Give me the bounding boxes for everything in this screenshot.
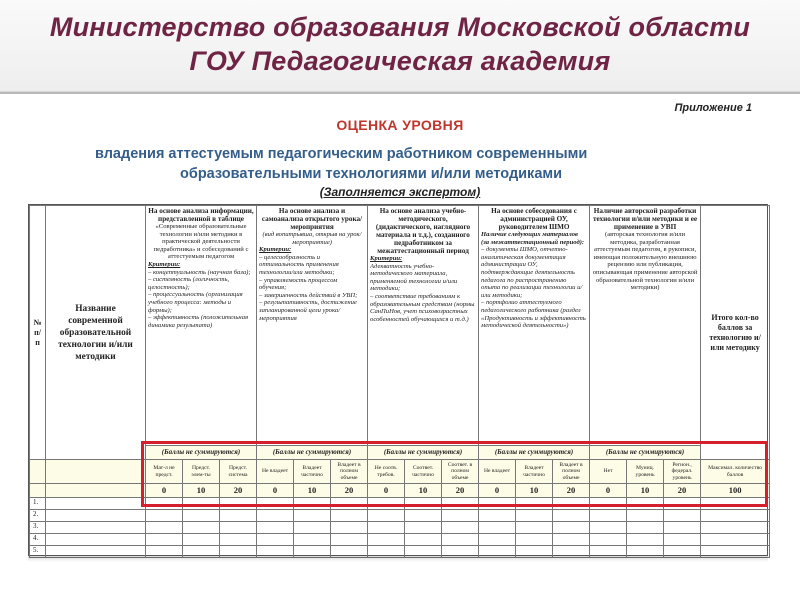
table-row: 4. [30,534,770,546]
group-1: На основе анализа информации, представленной в таблице «Современные образовательные технологии и/или методики в практической деятельности педработника» и собеседований с аттестуемым педагогом Критерии: – концептуальность (научная база); – системность (логичность, целостность); – процессуальность (организация учебного процесса: методы и формы); – эффективность (положительная динамика результата) [146,206,257,446]
name-header: Название современной образовательной технологии и/или методики [46,206,146,460]
slide-header [0,0,800,92]
appendix-label: Приложение 1 [674,102,752,114]
band-row: (Баллы не суммируются) (Баллы не суммируются) (Баллы не суммируются) (Баллы не суммируются) (Баллы не суммируются) [30,446,770,460]
assessment-table-image [28,204,768,556]
table-row: 5. [30,546,770,558]
academy-title: ГОУ Педагогическая академия [189,46,611,76]
table-row: 3. [30,522,770,534]
group-3: На основе анализа учебно-методического, (дидактического, наглядного материала и т.д.), созданного педработником за межаттестационный период Критерии: Адекватность учебно-методического материала, применяемой технологии и/или методики; – соответствие требованиям к образовательным средствам (нормы СанПиНов, учет психовозрастных особенностей обучающихся и т.д.) [368,206,479,446]
table-shadow [28,556,768,562]
group-2: На основе анализа и самоанализа открытого урока/мероприятия (вид вопитрывша, открыв на урок/мероприятие) Критерии: – целесообразность и оптимальность применения технологии/или методики; – управляемость процессом обучения; – завершенность действий в УВП; – результативность, достижение запланированной цели урока/мероприятия [257,206,368,446]
ministry-title: Министерство образования Московской области [49,12,751,42]
group-4: На основе собеседования с администрацией ОУ, руководителем ШМО Наличие следующих материалов (за межаттестационный период): – документы ШМО, отчетно-аналитическая документация администрации ОУ, подтверждающие деятельность педагога по распространению опыта по реализации технологии и/или методики; – портфолио аттестуемого педагогического работника (раздел «Продуктивность и эффективность методической деятельности») [479,206,590,446]
assessment-subtitle [95,144,725,184]
header-divider [0,92,800,94]
subtitle-line-1: владения аттестуемым педагогическим работником современными [95,146,588,162]
num-header: № п/п [30,206,46,460]
table-head-row [30,206,770,446]
table-row: 2. [30,510,770,522]
filled-by-note: (Заполняется экспертом) [319,185,481,199]
points-row: 0 10 20 0 10 20 0 10 20 0 10 20 0 10 20 100 [30,484,770,498]
total-header: Итого кол-во баллов за технологию и/или методику [701,206,770,460]
group-5: Наличие авторской разработки технологии и/или методики и ее применение в УВП (авторская технология и/или методика, разработанная аттестуемым педагогом, в рукописи, имеющая положительную внешнюю рецензию или публикация, описывающая применение авторской образовательной технологии и/или методики) [590,206,701,446]
assessment-title: ОЦЕНКА УРОВНЯ [336,117,464,133]
subtitle-line-2: образовательными технологиями и/или методиками [180,166,563,182]
subheader-row: Мат-л не предст. Предст. элем-ты Предст. система Не владеет Владеет частично Владеет в полном объеме Не соотв. требов. Соответ. частично Соответ. в полном объеме Не владеет Владеет частично Владеет в полном объеме Нет Муниц. уровень Регион., федерал. уровень Максимал. количество баллов [30,460,770,484]
assessment-table [29,205,770,558]
table-row: 1. [30,498,770,510]
